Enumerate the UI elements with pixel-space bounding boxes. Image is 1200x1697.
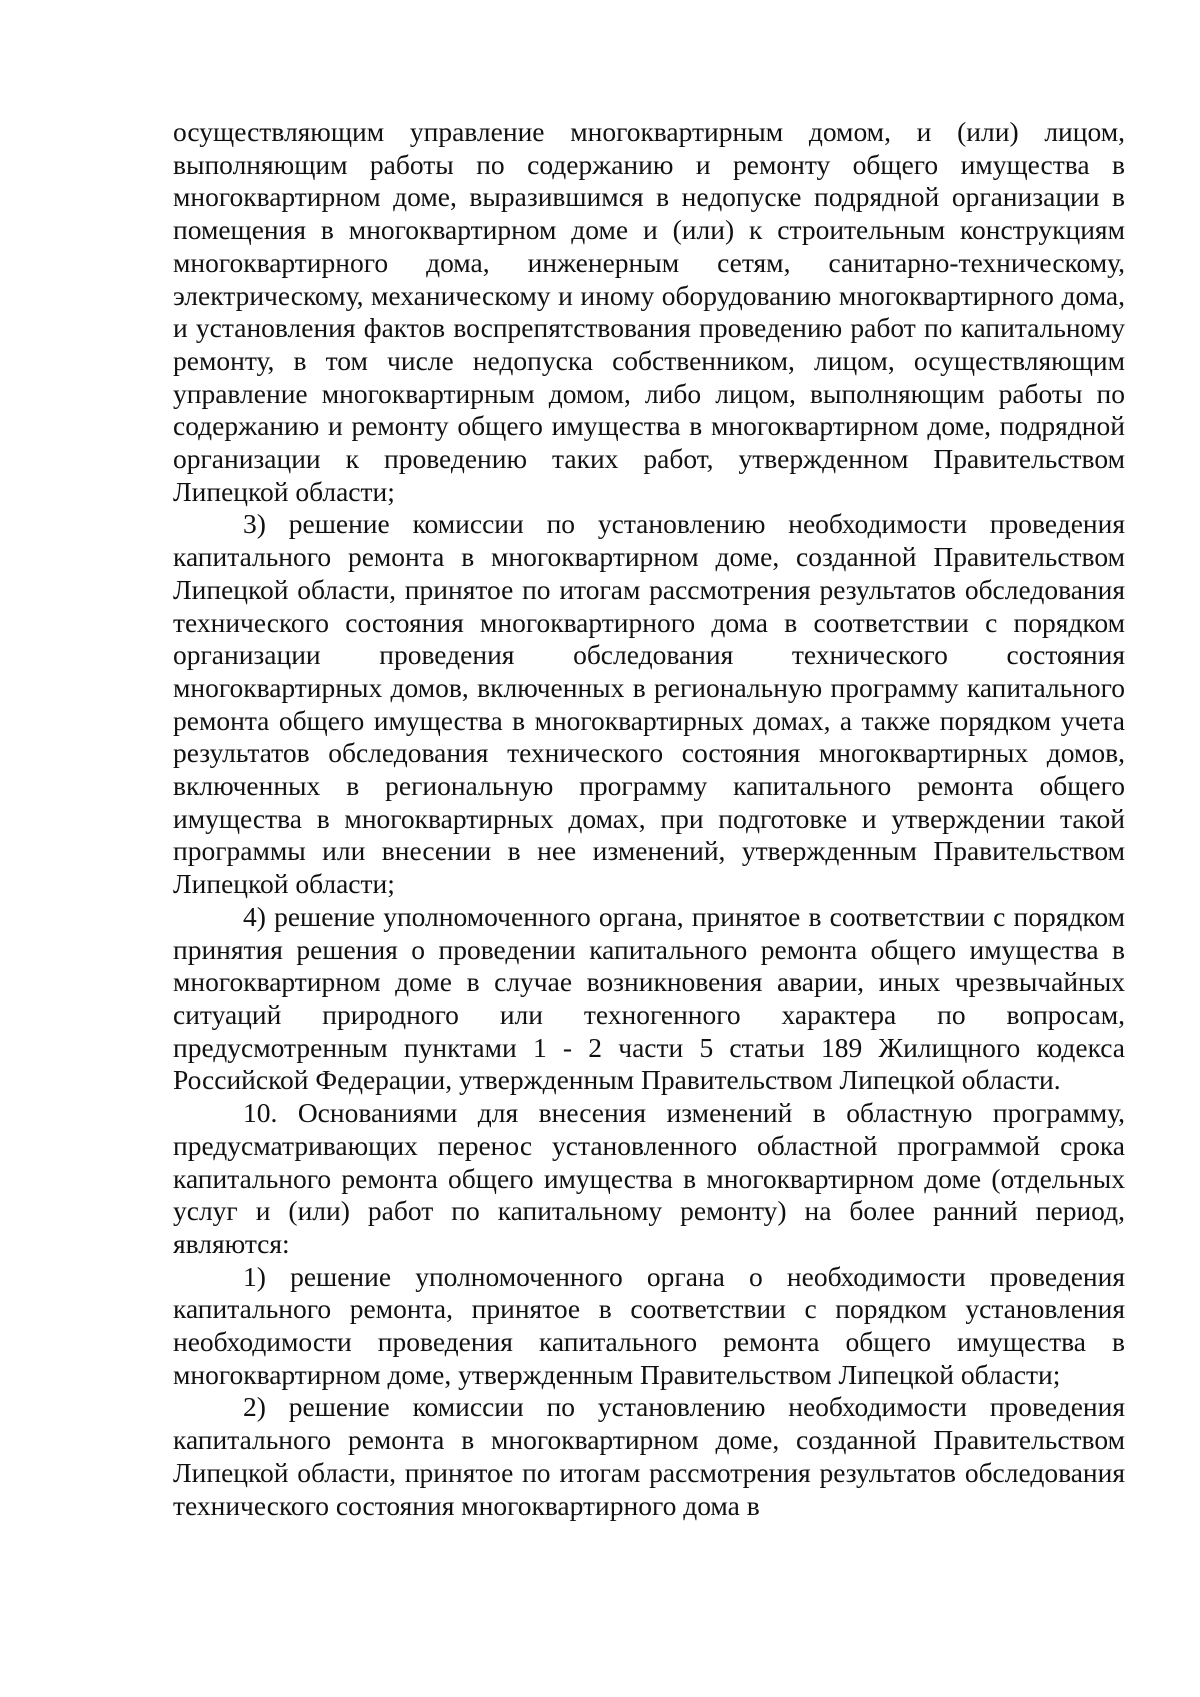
paragraph-continuation: осуществляющим управление многоквартирным домом, и (или) лицом, выполняющим работы по содержанию и ремонту общего имущества в многоквартирном доме, выразившимся в недопуске подрядной организации в помещения в многоквартирном доме и (или) к строительным конструкциям многоквартирного дома, инженерным сетям, санитарно-техническому, электрическому, механическому и иному оборудованию многоквартирного дома, и установления фактов воспрепятствования проведению работ по капитальному ремонту, в том числе недопуска собственником, лицом, осуществляющим управление многоквартирным домом, либо лицом, выполняющим работы по содержанию и ремонту общего имущества в многоквартирном доме, подрядной организации к проведению таких работ, утвержденном Правительством Липецкой области; [173, 116, 1125, 507]
paragraph-item-4: 4) решение уполномоченного органа, принятое в соответствии с порядком принятия решения о проведении капитального ремонта общего имущества в многоквартирном доме в случае возникновения аварии, иных чрезвычайных ситуаций природного или техногенного характера по вопросам, предусмотренным пунктами 1 - 2 части 5 статьи 189 Жилищного кодекса Российской Федерации, утвержденным Правительством Липецкой области. [173, 900, 1125, 1096]
paragraph-section-10: 10. Основаниями для внесения изменений в областную программу, предусматривающих перенос установленного областной программой срока капитального ремонта общего имущества в многоквартирном доме (отдельных услуг и (или) работ по капитальному ремонту) на более ранний период, являются: [173, 1097, 1125, 1259]
paragraph-item-1: 1) решение уполномоченного органа о необходимости проведения капитального ремонта, принятое в соответствии с порядком установления необходимости проведения капитального ремонта общего имущества в многоквартирном доме, утвержденным Правительством Липецкой области; [173, 1260, 1125, 1390]
paragraph-item-2: 2) решение комиссии по установлению необходимости проведения капитального ремонта в многоквартирном доме, созданной Правительством Липецкой области, принятое по итогам рассмотрения результатов обследования технического состояния многоквартирного дома в [173, 1391, 1125, 1521]
document-page [173, 116, 1125, 1522]
paragraph-item-3: 3) решение комиссии по установлению необходимости проведения капитального ремонта в многоквартирном доме, созданной Правительством Липецкой области, принятое по итогам рассмотрения результатов обследования технического состояния многоквартирного дома в соответствии с порядком организации проведения обследования технического состояния многоквартирных домов, включенных в региональную программу капитального ремонта общего имущества в многоквартирных домах, а также порядком учета результатов обследования технического состояния многоквартирных домов, включенных в региональную программу капитального ремонта общего имущества в многоквартирных домах, при подготовке и утверждении такой программы или внесении в нее изменений, утвержденным Правительством Липецкой области; [173, 508, 1125, 900]
